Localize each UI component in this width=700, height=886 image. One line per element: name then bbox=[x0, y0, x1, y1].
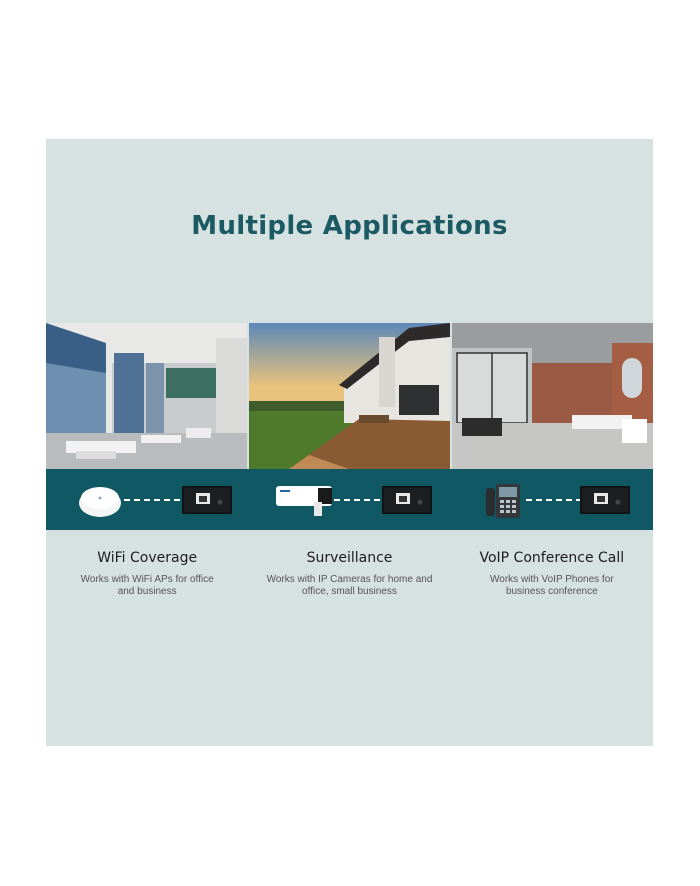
application-title: WiFi Coverage bbox=[97, 550, 198, 566]
poe-injector-icon bbox=[382, 484, 432, 516]
application-description: Works with IP Cameras for home and office, small business bbox=[266, 574, 433, 597]
ceiling-access-point-icon bbox=[78, 481, 122, 519]
applications-panel bbox=[46, 139, 653, 746]
house-patio-photo bbox=[249, 323, 450, 469]
application-captions bbox=[46, 550, 653, 598]
device-band bbox=[46, 469, 653, 530]
application-description: Works with WiFi APs for office and business bbox=[80, 574, 214, 597]
connection-line bbox=[124, 499, 180, 501]
device-connection-surveillance bbox=[248, 469, 450, 530]
ip-phone-icon bbox=[484, 482, 522, 520]
poe-injector-icon bbox=[580, 484, 630, 516]
office-workspace-photo bbox=[452, 323, 653, 469]
application-item bbox=[46, 550, 248, 598]
connection-line bbox=[334, 499, 380, 501]
connection-line bbox=[526, 499, 582, 501]
application-item bbox=[451, 550, 653, 598]
application-title: Surveillance bbox=[306, 550, 393, 566]
page-title: Multiple Applications bbox=[191, 211, 508, 241]
photo-strip bbox=[46, 323, 653, 469]
bullet-camera-icon bbox=[274, 482, 334, 518]
application-item bbox=[248, 550, 450, 598]
poe-injector-icon bbox=[182, 484, 232, 516]
office-lobby-photo bbox=[46, 323, 247, 469]
device-connection-voip bbox=[450, 469, 652, 530]
application-title: VoIP Conference Call bbox=[479, 550, 625, 566]
device-connection-wifi bbox=[46, 469, 248, 530]
application-description: Works with VoIP Phones for business conference bbox=[490, 574, 614, 597]
